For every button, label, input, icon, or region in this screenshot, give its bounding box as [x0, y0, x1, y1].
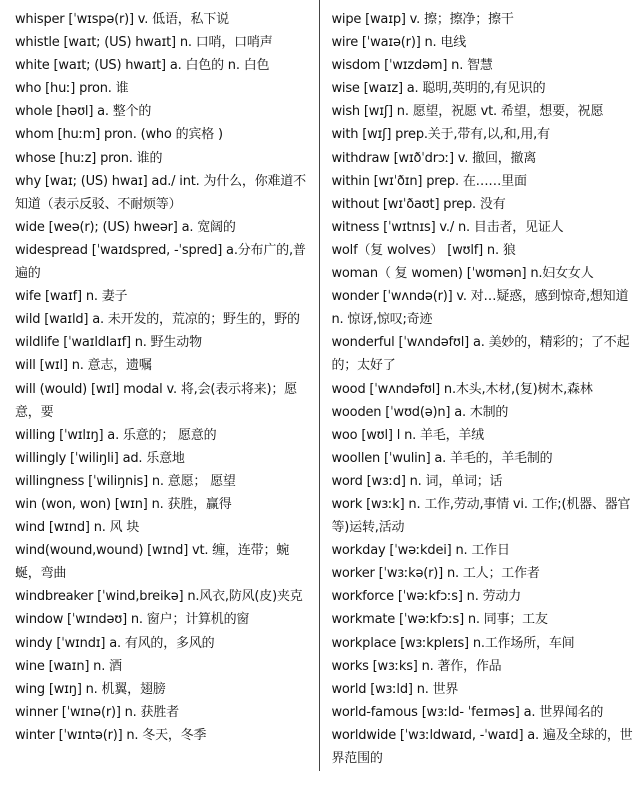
- vocab-entry: worker [ˈwɜːkə(r)] n. 工人；工作者: [331, 566, 540, 582]
- vocab-entry: wing [wɪŋ] n. 机翼，翅膀: [15, 681, 166, 697]
- vocab-entry: woollen [ˈwulin] a. 羊毛的，羊毛制的: [331, 450, 553, 466]
- vocab-entry: will (would) [wɪl] modal v. 将,会(表示将来)；愿意，要: [15, 381, 297, 420]
- vocab-entry: wire [ˈwaɪə(r)] n. 电线: [331, 35, 467, 51]
- vocab-entry: whisper [ˈwɪspə(r)] v. 低语，私下说: [15, 12, 229, 27]
- vocab-entry: woo [wʊl] l n. 羊毛，羊绒: [331, 427, 484, 443]
- vocab-entry: wonderful [ˈwʌndəfʊl] a. 美妙的，精彩的；了不起的；太好了: [331, 335, 630, 374]
- vocab-entry: wonder [ˈwʌndə(r)] v. 对…疑惑，感到惊奇,想知道 n. 惊讶,惊叹;奇迹: [331, 289, 629, 328]
- vocab-entry: workmate [ˈwəːkfɔːs] n. 同事；工友: [331, 612, 548, 628]
- vocab-entry: wisdom [ˈwɪzdəm] n. 智慧: [331, 58, 493, 74]
- vocab-entry: why [waɪ; (US) hwaɪ] ad./ int. 为什么，你难道不知道（表示反驳、不耐烦等）: [15, 173, 306, 212]
- vocab-entry: wood [ˈwʌndəfʊl] n.木头,木材,(复)树木,森林: [331, 381, 593, 397]
- vocab-entry: wine [waɪn] n. 酒: [15, 658, 122, 674]
- vocab-entry: wise [waɪz] a. 聪明,英明的,有见识的: [331, 81, 546, 97]
- vocab-entry: white [waɪt; (US) hwaɪt] a. 白色的 n. 白色: [15, 58, 270, 74]
- vocab-entry: witness [ˈwɪtnɪs] v./ n. 目击者，见证人: [331, 219, 564, 235]
- vocab-entry: world [wɜːld] n. 世界: [331, 681, 459, 697]
- right-column: [320, 0, 640, 785]
- vocab-entry: wooden [ˈwʊd(ə)n] a. 木制的: [331, 404, 509, 420]
- vocab-entry: winter [ˈwɪntə(r)] n. 冬天，冬季: [15, 727, 207, 743]
- vocab-entry: without [wɪˈðaʊt] prep. 没有: [331, 196, 506, 212]
- vocab-entry: within [wɪˈðɪn] prep. 在……里面: [331, 173, 527, 189]
- vocab-entry: work [wɜːk] n. 工作,劳动,事情 vi. 工作;(机器、器官等)运转,活动: [331, 496, 631, 536]
- vocab-entry: with [wɪʃ] prep.关于,带有,以,和,用,有: [331, 127, 550, 143]
- vocab-entry: wolf（复 wolves） [wʊlf] n. 狼: [331, 242, 516, 258]
- vocab-entry: works [wɜːks] n. 著作，作品: [331, 658, 502, 674]
- vocab-entry: widespread [ˈwaɪdspred, -ˈspred] a.分布广的,普遍的: [15, 242, 306, 282]
- vocab-entry: worldwide [ˈwɜːldwaɪd, -ˈwaɪd] a. 遍及全球的，世界范围的: [331, 727, 633, 766]
- vocab-entry: windy [ˈwɪndɪ] a. 有风的，多风的: [15, 635, 215, 651]
- vocab-entry: world-famous [wɜːld- ˈfeɪməs] a. 世界闻名的: [331, 704, 604, 720]
- vocab-entry: whistle [waɪt; (US) hwaɪt] n. 口哨，口哨声: [15, 35, 273, 51]
- vocab-entry: who [huː] pron. 谁: [15, 81, 129, 97]
- vocab-entry: wildlife [ˈwaɪldlaɪf] n. 野生动物: [15, 335, 202, 351]
- vocab-entry: whole [həʊl] a. 整个的: [15, 104, 152, 120]
- vocab-entry: wife [waɪf] n. 妻子: [15, 289, 128, 305]
- vocab-entry: wild [waɪld] a. 未开发的，荒凉的；野生的，野的: [15, 312, 300, 328]
- vocab-entry: wide [weə(r); (US) hweər] a. 宽阔的: [15, 219, 236, 235]
- vocab-entry: whose [huːz] pron. 谁的: [15, 150, 163, 166]
- vocab-entry: wish [wɪʃ] n. 愿望，祝愿 vt. 希望，想要，祝愿: [331, 104, 604, 120]
- vocab-entry: win (won, won) [wɪn] n. 获胜，赢得: [15, 496, 232, 512]
- vocab-entry: willing [ˈwɪlɪŋ] a. 乐意的； 愿意的: [15, 427, 217, 443]
- vocab-entry: willingly [ˈwiliŋli] ad. 乐意地: [15, 450, 185, 466]
- vocab-entry: wipe [waɪp] v. 擦；擦净；擦干: [331, 12, 514, 27]
- left-column: [0, 0, 319, 785]
- vocab-entry: willingness [ˈwiliŋnis] n. 意愿； 愿望: [15, 473, 236, 489]
- vocab-entry: whom [huːm] pron. (who 的宾格 ): [15, 127, 223, 143]
- vocab-entry: winner [ˈwɪnə(r)] n. 获胜者: [15, 704, 179, 720]
- vocab-entry: will [wɪl] n. 意志，遗嘱: [15, 358, 152, 374]
- vocab-entry: workday [ˈwəːkdei] n. 工作日: [331, 543, 510, 559]
- vocab-entry: word [wɜːd] n. 词，单词；话: [331, 473, 503, 489]
- vocab-entry: workplace [wɜːkpleɪs] n.工作场所，车间: [331, 635, 575, 651]
- vocab-entry: wind(wound,wound) [wɪnd] vt. 缠，连带；蜿蜒，弯曲: [15, 543, 290, 582]
- vocab-entry: withdraw [wɪðˈdrɔː] v. 撤回，撤离: [331, 150, 537, 166]
- vocab-entry: windbreaker [ˈwind,breikə] n.风衣,防风(皮)夹克: [15, 589, 303, 605]
- vocab-entry: workforce [ˈwəːkfɔːs] n. 劳动力: [331, 589, 521, 605]
- vocab-entry: window [ˈwɪndəʊ] n. 窗户；计算机的窗: [15, 612, 250, 628]
- vocab-entry: wind [wɪnd] n. 风 块: [15, 520, 140, 536]
- vocab-entry: woman（ 复 women) [ˈwʊmən] n.妇女女人: [331, 266, 594, 282]
